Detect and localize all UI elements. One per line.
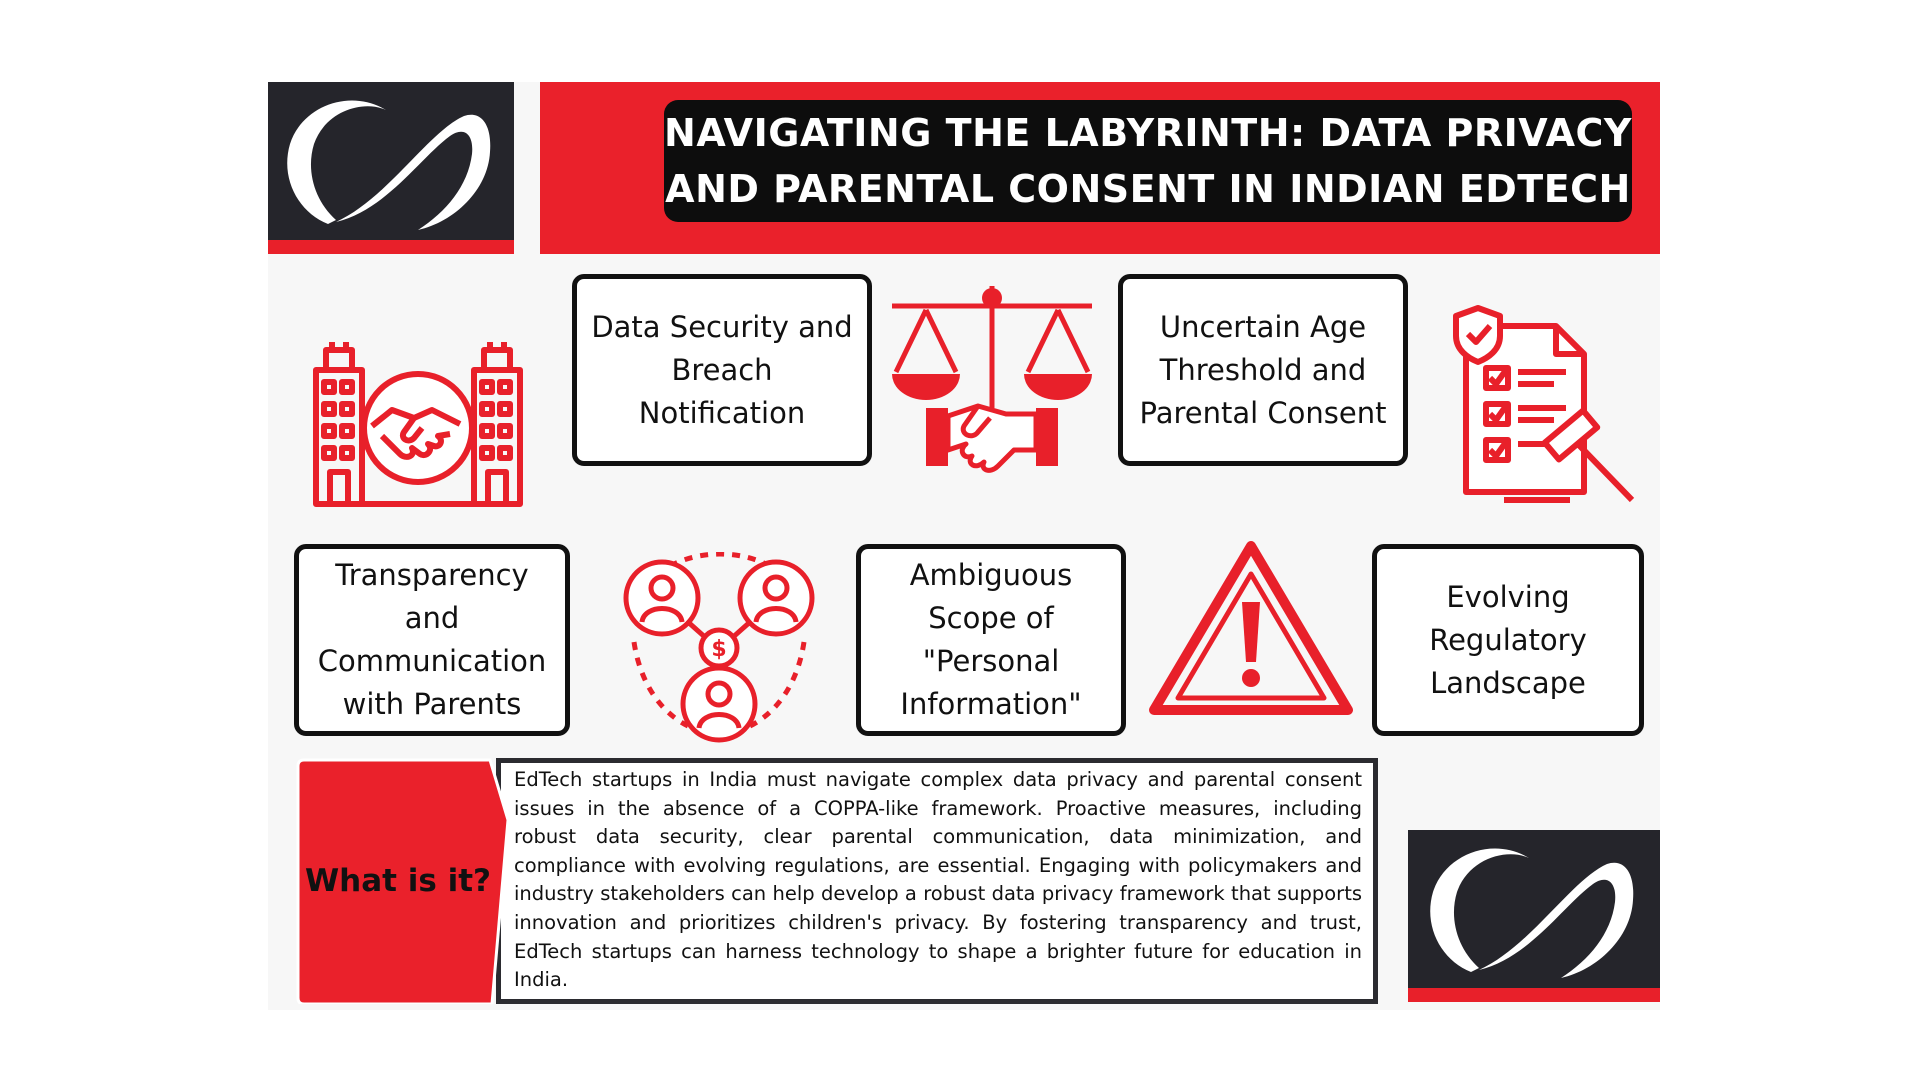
- description-text: EdTech startups in India must navigate complex data privacy and parental consent issues in the absence of a COPPA-like framework. Proactive measures, including robust data security, clear parental communication, data minimization, and compliance with evolving regulations, are essential. Engaging with policymakers and industry stakeholders can help develop a robust data privacy framework that supports innovation and prioritizes children's privacy. By fostering transparency and trust, EdTech startups can harness technology to shape a brighter future for education in India.: [514, 768, 1362, 992]
- title-line-1: NAVIGATING THE LABYRINTH: DATA PRIVACY: [664, 111, 1632, 155]
- logo-bottom-right: [1408, 830, 1660, 1002]
- topic-label: Data Security and Breach Notification: [591, 309, 853, 430]
- checklist-gavel-icon: [1436, 304, 1646, 504]
- people-money-network-icon: [620, 552, 818, 744]
- topic-regulatory-landscape: [1372, 544, 1644, 736]
- warning-triangle-icon: [1148, 540, 1354, 718]
- what-is-it-label: What is it?: [304, 863, 492, 899]
- topic-label: Uncertain Age Threshold and Parental Consent: [1139, 309, 1387, 430]
- topic-label: Ambiguous Scope of "Personal Information": [900, 558, 1082, 721]
- topic-personal-information: [856, 544, 1126, 736]
- logo-top-left: [268, 82, 514, 254]
- scales-handshake-icon: [886, 280, 1098, 484]
- topic-data-security: [572, 274, 872, 466]
- buildings-handshake-icon: [308, 340, 528, 508]
- what-is-it-section: [296, 758, 1378, 1004]
- topic-label: Evolving Regulatory Landscape: [1429, 579, 1587, 700]
- infinity-logo-icon: [268, 82, 514, 240]
- logo-stripe: [268, 240, 514, 254]
- svg-text:$: $: [711, 637, 727, 662]
- topic-age-threshold: [1118, 274, 1408, 466]
- topic-label: Transparency and Communication with Parents: [317, 558, 547, 721]
- page-title: [664, 100, 1632, 222]
- infinity-logo-icon: [1408, 830, 1660, 988]
- logo-stripe: [1408, 988, 1660, 1002]
- topic-transparency: [294, 544, 570, 736]
- title-line-2: AND PARENTAL CONSENT IN INDIAN EDTECH: [665, 167, 1631, 211]
